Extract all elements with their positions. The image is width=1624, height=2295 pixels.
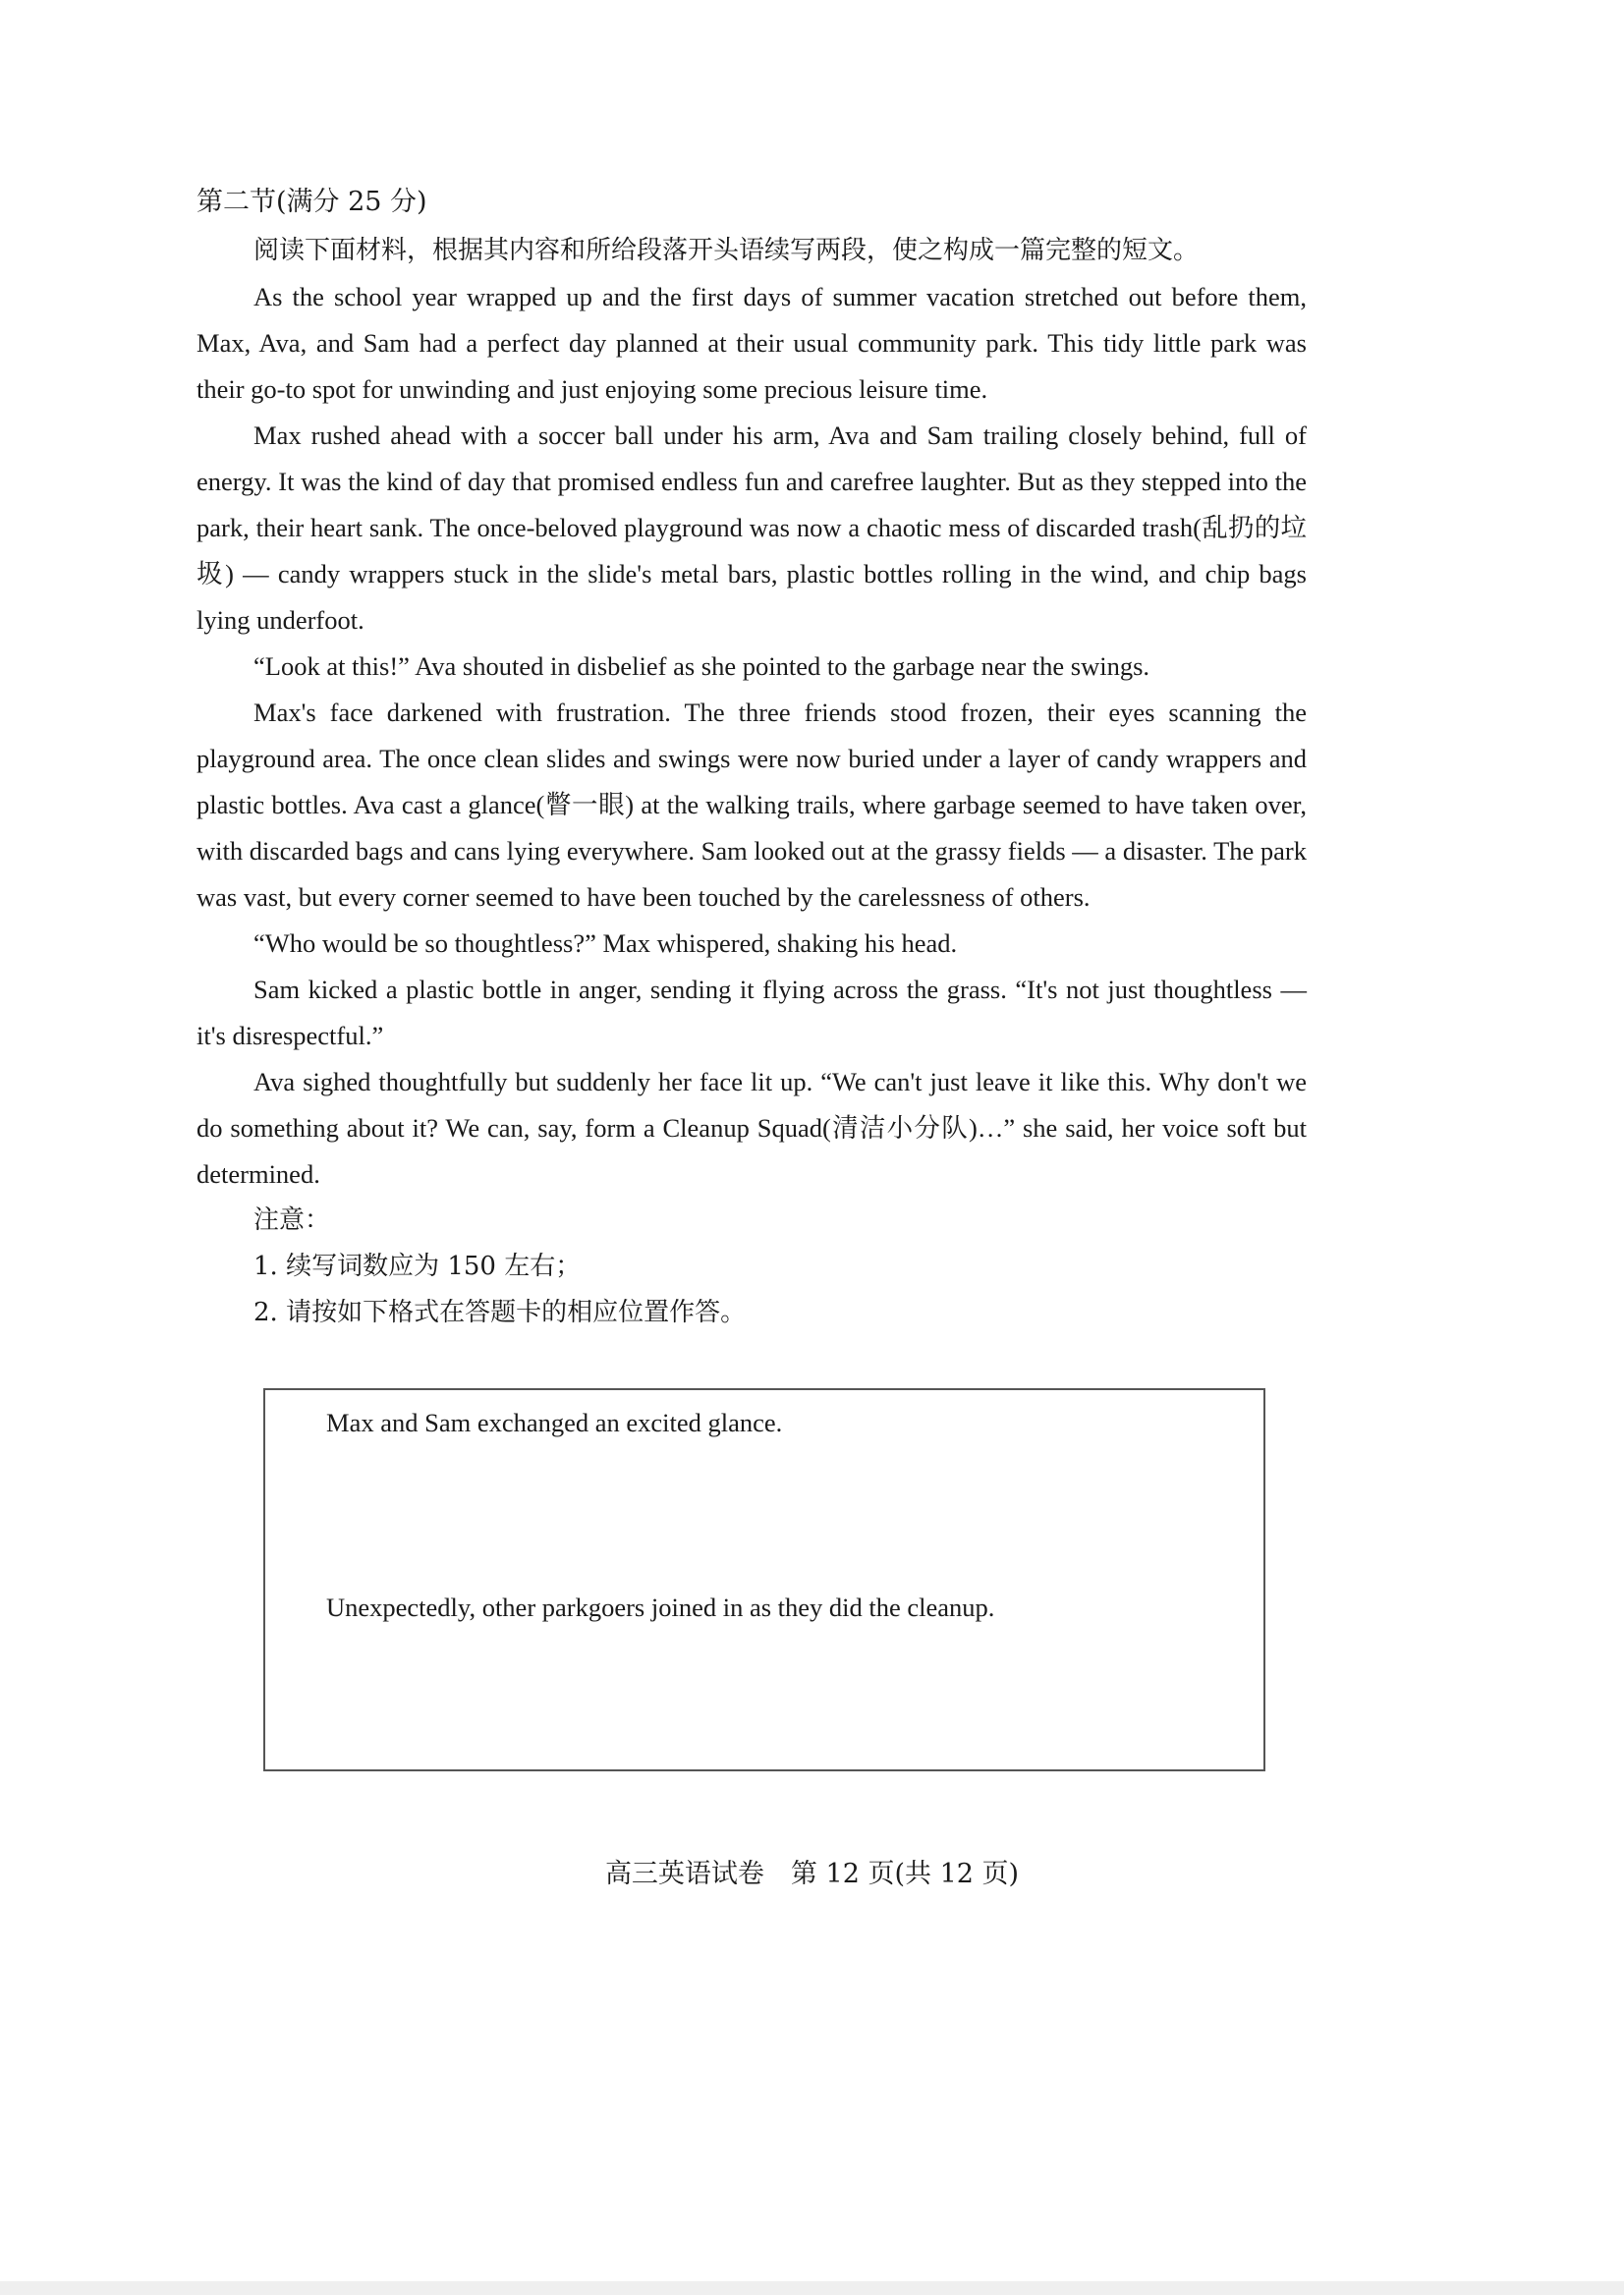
- passage-paragraph: Sam kicked a plastic bottle in anger, sending it flying across the grass. “It's not just thoughtless — it's disrespectful.”: [196, 975, 1307, 1050]
- page-footer: 高三英语试卷 第 12 页(共 12 页): [604, 1859, 1020, 1889]
- note-item: 1. 续写词数应为 150 左右；: [253, 1252, 582, 1281]
- paragraph1-opening-sentence: Max and Sam exchanged an excited glance.: [326, 1408, 783, 1437]
- paragraph2-opening-sentence: Unexpectedly, other parkgoers joined in as they did the cleanup.: [326, 1593, 995, 1622]
- passage-paragraph: “Who would be so thoughtless?” Max whispered, shaking his head.: [253, 928, 958, 958]
- scan-bottom-edge: [0, 2281, 1624, 2295]
- notes-heading: 注意：: [253, 1205, 331, 1235]
- exam-content: [196, 183, 1307, 1336]
- notes-list: [196, 1198, 1307, 1336]
- passage-paragraph: Max's face darkened with frustration. The three friends stood frozen, their eyes scanning the playground area. The once clean slides and swings were now buried under a layer of candy wrappers and plastic bottles. Ava cast a glance(瞥一眼) at the walking trails, where garbage seemed to have taken over, with discarded bags and cans lying everywhere. Sam looked out at the grassy fields — a disaster. The park was vast, but every corner seemed to have been touched by the carelessness of others.: [196, 698, 1307, 912]
- passage-paragraph: As the school year wrapped up and the first days of summer vacation stretched out before them, Max, Ava, and Sam had a perfect day planned at their usual community park. This tidy little park was their go-to spot for unwinding and just enjoying some precious leisure time.: [196, 282, 1307, 404]
- answer-format-box: [263, 1388, 1265, 1771]
- passage-paragraph: Max rushed ahead with a soccer ball under his arm, Ava and Sam trailing closely behind, full of energy. It was the kind of day that promised endless fun and carefree laughter. But as they stepped into the park, their heart sank. The once-beloved playground was now a chaotic mess of discarded trash(乱扔的垃圾) — candy wrappers stuck in the slide's metal bars, plastic bottles rolling in the wind, and chip bags lying underfoot.: [196, 420, 1307, 635]
- note-item: 2. 请按如下格式在答题卡的相应位置作答。: [253, 1298, 747, 1327]
- instruction-text: 阅读下面材料，根据其内容和所给段落开头语续写两段，使之构成一篇完整的短文。: [253, 236, 1200, 265]
- section-title: 第二节(满分 25 分): [196, 187, 427, 217]
- passage-paragraph: Ava sighed thoughtfully but suddenly her face lit up. “We can't just leave it like this. Why don't we do something about it? We can, say, form a Cleanup Squad(清洁小分队)…” she said, her voice soft but determined.: [196, 1067, 1307, 1189]
- passage-paragraph: “Look at this!” Ava shouted in disbelief as she pointed to the garbage near the swings.: [253, 651, 1150, 681]
